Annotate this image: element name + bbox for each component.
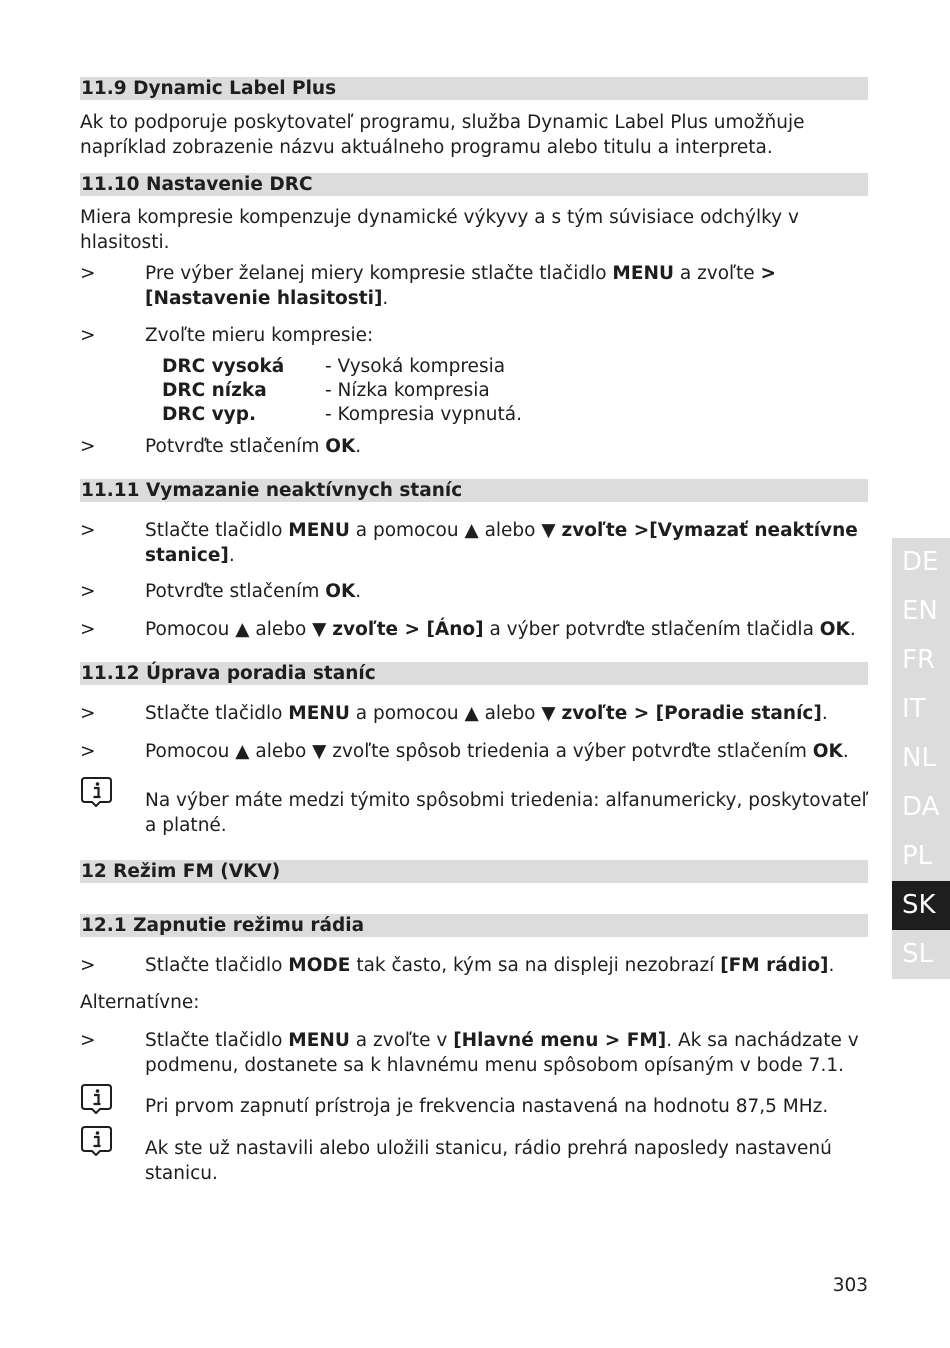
key-label: MENU — [288, 703, 350, 724]
step-text: . — [355, 581, 362, 602]
step-text: Stlačte tlačidlo — [145, 955, 289, 976]
key-label: MODE — [288, 955, 351, 976]
section-heading-11-10: 11.10 Nastavenie DRC — [80, 173, 868, 196]
step-text: Stlačte tlačidlo — [145, 520, 289, 541]
lang-tab-en[interactable]: EN — [892, 587, 950, 636]
step-text: Potvrďte stlačením — [145, 581, 326, 602]
step-text: a zvoľte v — [349, 1030, 454, 1051]
step-sort-method — [145, 740, 875, 765]
section-heading-12-1: 12.1 Zapnutie režimu rádia — [80, 914, 868, 937]
lang-tab-pl[interactable]: PL — [892, 832, 950, 881]
step-text: . — [821, 703, 828, 724]
menu-path: zvoľte >[Vymazať neaktívne — [561, 520, 858, 541]
menu-path: [Hlavné menu > FM] — [453, 1030, 667, 1051]
step-arrow: > — [80, 520, 96, 541]
step-text: . — [382, 287, 389, 309]
drc-option-value: - Vysoká kompresia — [325, 356, 506, 377]
drc-option-off — [162, 403, 522, 428]
alternative-label: Alternatívne: — [80, 992, 200, 1013]
step-arrow: > — [80, 619, 96, 640]
step-mode-button — [145, 954, 875, 979]
info-icon — [80, 1082, 113, 1115]
section-heading-11-12: 11.12 Úprava poradia staníc — [80, 662, 868, 685]
info-note-frequency: Pri prvom zapnutí prístroja je frekvencia nastavená na hodnotu 87,5 MHz. — [145, 1096, 829, 1117]
step-delete-yes — [145, 618, 875, 643]
step-text: Potvrďte stlačením — [145, 436, 326, 457]
step-arrow: > — [80, 703, 96, 724]
text-line: Na výber máte medzi týmito spôsobmi triedenia: alfanumericky, poskytovateľ — [145, 790, 869, 811]
menu-path: [Nastavenie hlasitosti] — [145, 287, 383, 309]
text-line: Miera kompresie kompenzuje dynamické výkyvy a s tým súvisiace odchýlky v — [80, 207, 799, 228]
text-line: a platné. — [145, 814, 227, 836]
step-text: a pomocou ▲ alebo ▼ — [349, 703, 562, 724]
text-line: Ak to podporuje poskytovateľ programu, služba Dynamic Label Plus umožňuje — [80, 112, 805, 133]
info-icon — [80, 1124, 113, 1157]
step-text: Stlačte tlačidlo — [145, 703, 289, 724]
step-text: . — [842, 741, 849, 762]
step-text: . — [828, 955, 835, 976]
text-line: napríklad zobrazenie názvu aktuálneho programu alebo titulu a interpreta. — [80, 136, 773, 158]
step-drc-select — [145, 262, 875, 311]
page-number: 303 — [832, 1275, 868, 1296]
lang-tab-nl[interactable]: NL — [892, 734, 950, 783]
key-label: OK — [325, 436, 356, 457]
step-station-order — [145, 702, 875, 727]
lang-tab-sl[interactable]: SL — [892, 930, 950, 979]
step-text: . — [849, 619, 856, 640]
step-arrow: > — [80, 325, 96, 346]
step-text: podmenu, dostanete sa k hlavnému menu spôsobom opísaným v bode 7.1. — [145, 1054, 844, 1076]
lang-tab-it[interactable]: IT — [892, 685, 950, 734]
key-label: OK — [812, 741, 843, 762]
step-delete-inactive — [145, 519, 875, 568]
drc-option-key: DRC nízka — [162, 380, 267, 401]
text-line: Ak ste už nastavili alebo uložili stanicu, rádio prehrá naposledy nastavenú — [145, 1138, 832, 1159]
drc-option-value: - Nízka kompresia — [325, 380, 490, 401]
step-text: a pomocou ▲ alebo ▼ — [349, 520, 562, 541]
step-text: Pomocou ▲ alebo ▼ — [145, 619, 333, 640]
menu-path: zvoľte > [Áno] — [332, 619, 484, 640]
step-arrow: > — [80, 263, 96, 284]
key-label: OK — [325, 581, 356, 602]
step-arrow: > — [80, 436, 96, 457]
step-drc-choose: Zvoľte mieru kompresie: — [145, 325, 374, 346]
section-heading-11-9: 11.9 Dynamic Label Plus — [80, 77, 868, 100]
key-label: MENU — [288, 1030, 350, 1051]
menu-path: stanice] — [145, 544, 229, 566]
drc-option-value: - Kompresia vypnutá. — [325, 404, 522, 425]
info-note-last-station — [145, 1137, 875, 1186]
chapter-heading-12: 12 Režim FM (VKV) — [80, 860, 868, 883]
step-text: . Ak sa nachádzate v — [666, 1030, 859, 1051]
paragraph-drc — [80, 206, 870, 255]
step-delete-confirm — [145, 580, 875, 605]
menu-path: zvoľte > [Poradie staníc] — [561, 703, 822, 724]
text-line: stanicu. — [145, 1162, 218, 1184]
step-text: Pomocou ▲ alebo ▼ zvoľte spôsob triedenia a výber potvrďte stlačením — [145, 741, 813, 762]
text-line: hlasitosti. — [80, 231, 170, 253]
step-text: Stlačte tlačidlo — [145, 1030, 289, 1051]
step-drc-confirm — [145, 435, 875, 460]
info-icon — [80, 775, 113, 808]
drc-option-key: DRC vysoká — [162, 356, 285, 377]
lang-tab-de[interactable]: DE — [892, 538, 950, 587]
key-label: OK — [819, 619, 850, 640]
lang-tab-da[interactable]: DA — [892, 783, 950, 832]
menu-path: [FM rádio] — [720, 955, 829, 976]
step-arrow: > — [80, 741, 96, 762]
lang-tab-fr[interactable]: FR — [892, 636, 950, 685]
step-text: a zvoľte — [673, 263, 761, 284]
paragraph-dynamic-label — [80, 111, 870, 160]
step-arrow: > — [80, 955, 96, 976]
drc-option-key: DRC vyp. — [162, 404, 257, 425]
step-text: . — [228, 544, 235, 566]
lang-tab-sk[interactable]: SK — [892, 881, 950, 930]
key-label: MENU — [288, 520, 350, 541]
key-label: MENU — [612, 263, 674, 284]
step-text: Pre výber želanej miery kompresie stlačte tlačidlo — [145, 263, 613, 284]
drc-option-low — [162, 379, 490, 404]
info-note-sorting — [145, 789, 875, 838]
step-main-menu-fm — [145, 1029, 875, 1078]
section-heading-11-11: 11.11 Vymazanie neaktívnych staníc — [80, 479, 868, 502]
step-text: a výber potvrďte stlačením tlačidla — [483, 619, 820, 640]
step-arrow: > — [80, 1030, 96, 1051]
step-text: . — [355, 436, 362, 457]
step-arrow: > — [80, 581, 96, 602]
drc-option-high — [162, 355, 505, 380]
step-text: tak často, kým sa na displeji nezobrazí — [350, 955, 721, 976]
menu-arrow: > — [760, 263, 777, 284]
